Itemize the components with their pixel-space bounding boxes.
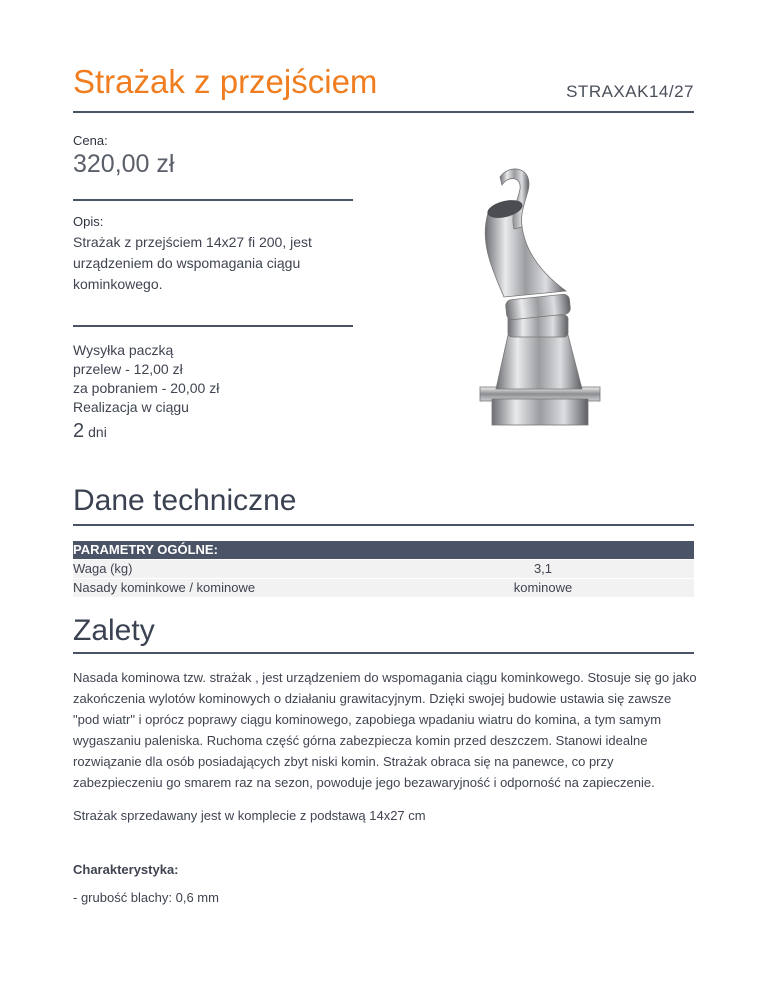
- tech-divider: [73, 524, 694, 526]
- param-value: kominowe: [513, 580, 573, 595]
- param-value: 3,1: [533, 561, 553, 576]
- advantages-paragraph: Nasada kominowa tzw. strażak , jest urządzeniem do wspomagania ciągu kominkowego. Stosuje się go jako zakończenia wylotów kominowych o działaniu grawitacyjnym. Dzięki swojej budowie ustawia się zawsze "pod wiatr" i oprócz poprawy ciągu kominowego, zapobiega wpadaniu wiatru do komina, a tym samym wygaszaniu paleniska. Ruchoma część górna zabezpiecza komin przed deszczem. Stanowi idealne rozwiązanie dla osób posiadających zbyt niski komin. Strażak obraca się na panewce, co przy zabezpieczeniu go smarem raz na sezon, powoduje jego bezawaryjność i odporność na zapieczenie.: [73, 670, 697, 790]
- shipping-label: Wysyłka paczką: [73, 342, 174, 358]
- header-divider: [73, 111, 694, 113]
- days-number: 2: [73, 420, 85, 442]
- table-row: [73, 579, 694, 597]
- days-unit: dni: [88, 424, 107, 440]
- description-label: Opis:: [73, 214, 104, 229]
- advantages-heading: Zalety: [73, 614, 155, 647]
- shipping-transfer: przelew - 12,00 zł: [73, 361, 183, 377]
- tech-heading: Dane techniczne: [73, 484, 297, 517]
- realization-days: [73, 420, 107, 443]
- advantages-divider: [73, 652, 694, 654]
- shipping-cod: za pobraniem - 20,00 zł: [73, 380, 220, 396]
- product-title: Strażak z przejściem: [73, 63, 378, 100]
- param-name: Waga (kg): [73, 561, 133, 576]
- price-divider: [73, 199, 353, 201]
- product-image: [470, 165, 610, 435]
- price-value: 320,00 zł: [73, 150, 175, 178]
- description-divider: [73, 325, 353, 327]
- product-code: STRAXAK14/27: [566, 82, 694, 101]
- description-text: Strażak z przejściem 14x27 fi 200, jest urządzeniem do wspomagania ciągu kominkowego.: [73, 234, 312, 292]
- table-row: [73, 560, 694, 578]
- param-name: Nasady kominkowe / kominowe: [73, 580, 256, 595]
- params-table-header: PARAMETRY OGÓLNE:: [73, 541, 694, 559]
- price-label: Cena:: [73, 133, 108, 148]
- realization-label: Realizacja w ciągu: [73, 399, 189, 415]
- set-info-paragraph: Strażak sprzedawany jest w komplecie z podstawą 14x27 cm: [73, 808, 426, 823]
- characteristics-item: - grubość blachy: 0,6 mm: [73, 890, 219, 905]
- chimney-cowl-image: [470, 165, 610, 435]
- characteristics-label: Charakterystyka:: [73, 862, 179, 877]
